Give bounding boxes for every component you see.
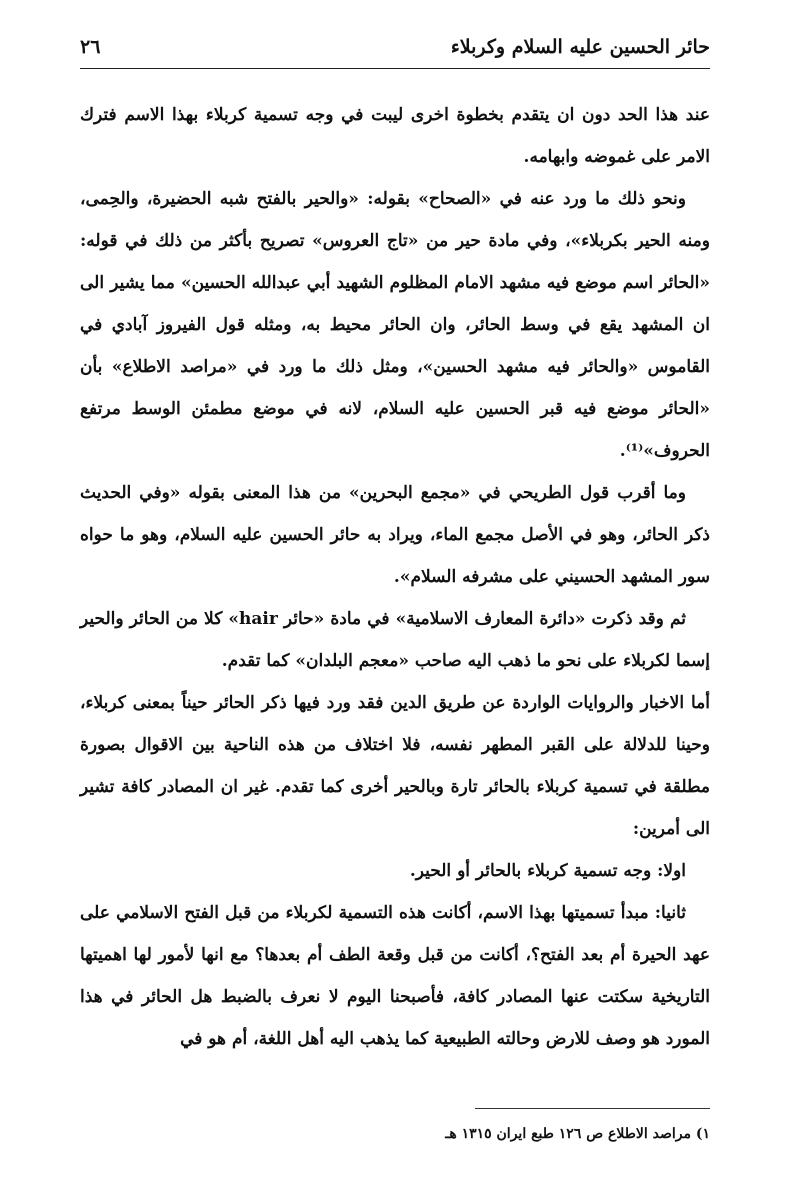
header-divider (80, 68, 710, 69)
running-header (80, 30, 710, 66)
paragraph: أما الاخبار والروايات الواردة عن طريق الدين فقد ورد فيها ذكر الحائر حيناً بمعنى كربلاء، وحينا للدلالة على القبر المطهر نفسه، فلا اختلاف من هذه الناحية بين الاقوال بصورة مطلقة في تسمية كربلاء بالحائر تارة وبالحير أخرى كما تقدم. غير ان المصادر كافة تشير الى أمرين: (80, 693, 710, 839)
paragraph: ثم وقد ذكرت «دائرة المعارف الاسلامية» في مادة «حائر hair» كلا من الحائر والحير إسما لكربلاء على نحو ما ذهب اليه صاحب «معجم البلدان» كما تقدم. (80, 609, 710, 671)
page-number: ٢٦ (80, 36, 101, 58)
paragraph: ثانيا: مبدأ تسميتها بهذا الاسم، أكانت هذه التسمية لكربلاء من قبل الفتح الاسلامي على عهد الحيرة أم بعد الفتح؟، أكانت من قبل وقعة الطف أم بعدها؟ مع انها لأمور لها اهميتها التاريخية سكتت عنها المصادر كافة، فأصبحنا اليوم لا نعرف بالضبط هل الحائر في هذا المورد هو وصف للارض وحالته الطبيعية كما يذهب اليه أهل اللغة، أم هو في (80, 903, 710, 1049)
paragraph: عند هذا الحد دون ان يتقدم بخطوة اخرى ليبت في وجه تسمية كربلاء بهذا الاسم فترك الامر على غموضه وابهامه. (80, 105, 710, 167)
footnote-divider (475, 1108, 710, 1109)
paragraph: ونحو ذلك ما ورد عنه في «الصحاح» بقوله: «والحير بالفتح شبه الحضيرة، والحِمى، ومنه الحير بكربلاء»، وفي مادة حير من «تاج العروس» تصريح بأكثر من ذلك في قوله: «الحائر اسم موضع فيه مشهد الامام المظلوم الشهيد أبي عبدالله الحسين» مما يشير الى ان المشهد يقع في وسط الحائر، وان الحائر محيط به، ومثله قول الفيروز آبادي في القاموس «والحائر فيه مشهد الحسين»، ومثل ذلك ما ورد في «مراصد الاطلاع» بأن «الحائر موضع فيه قبر الحسين عليه السلام، لانه في موضع مطمئن الوسط مرتفع الحروف»⁽¹⁾. (80, 189, 710, 461)
running-title: حائر الحسين عليه السلام وكربلاء (450, 36, 710, 58)
footnote: ١) مراصد الاطلاع ص ١٢٦ طبع ايران ١٣١٥ هـ (445, 1126, 710, 1142)
body-text (80, 94, 710, 1060)
paragraph: اولا: وجه تسمية كربلاء بالحائر أو الحير. (409, 861, 686, 881)
paragraph: وما أقرب قول الطريحي في «مجمع البحرين» من هذا المعنى بقوله «وفي الحديث ذكر الحائر، وهو في الأصل مجمع الماء، ويراد به حائر الحسين عليه السلام، وهو ما حواه سور المشهد الحسيني على مشرفه السلام». (80, 483, 710, 587)
